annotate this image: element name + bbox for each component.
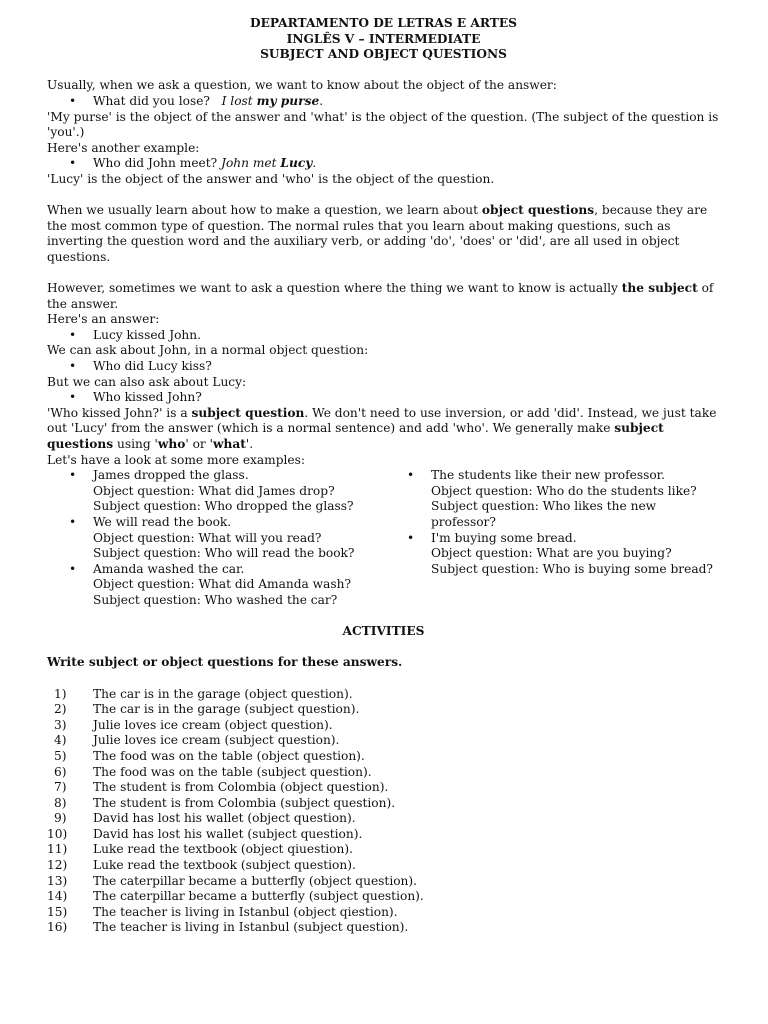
activity-number: 4) (54, 733, 67, 748)
bold-term: what (212, 437, 246, 452)
activities-instruction: Write subject or object questions for these answers. (47, 655, 403, 670)
example-answer: • James dropped the glass. (93, 468, 249, 483)
activity-text: Julie loves ice cream (object question). (93, 717, 333, 732)
example-object-question: Object question: What did James drop? (93, 483, 335, 498)
activity-number: 2) (54, 702, 67, 717)
header-course: INGLÊS V – INTERMEDIATE (286, 31, 481, 46)
intro-another: Here's another example: (47, 140, 200, 155)
line-subject-intro: But we can also ask about Lucy: (47, 374, 247, 389)
example-answer: • I'm buying some bread. (431, 530, 577, 545)
activity-text: Luke read the textbook (subject question). (93, 858, 356, 873)
example-object-question: Object question: What did Amanda wash? (93, 577, 352, 592)
line-object-intro: We can ask about John, in a normal object question: (47, 343, 369, 358)
example-answer (222, 94, 320, 108)
answer-object: Lucy (280, 156, 313, 171)
answer-period: . (312, 156, 317, 171)
document-header (47, 16, 720, 63)
activity-item (47, 858, 720, 874)
activity-text: The teacher is living in Istanbul (subject question). (93, 920, 409, 935)
example-object-question: Object question: What are you buying? (431, 546, 672, 561)
example-item (385, 468, 720, 530)
activity-item (47, 733, 720, 749)
text-run: using ' (113, 437, 158, 452)
activity-item (47, 905, 720, 921)
activity-item (47, 842, 720, 858)
activity-text: The teacher is living in Istanbul (object qiestion). (93, 904, 398, 919)
activity-item (47, 796, 720, 812)
activities-title: ACTIVITIES (342, 624, 425, 639)
object-questions-paragraph (47, 203, 720, 265)
example-answer: • We will read the book. (93, 515, 232, 529)
header-topic: SUBJECT AND OBJECT QUESTIONS (260, 47, 507, 62)
answer-text: I lost (221, 93, 257, 108)
activity-item (47, 765, 720, 781)
activity-text: The caterpillar became a butterfly (object question). (93, 873, 418, 888)
spacer (47, 640, 720, 656)
line-more-examples: Let's have a look at some more examples: (47, 452, 306, 467)
text-run: ' or ' (185, 437, 213, 452)
activity-item (47, 749, 720, 765)
bold-term: subject question (191, 405, 305, 420)
activity-item (47, 827, 720, 843)
example-item (47, 515, 385, 562)
activity-item (47, 874, 720, 890)
example-answer (221, 156, 312, 170)
answer-text: John met (221, 156, 281, 171)
example-question: What did you lose? (93, 93, 210, 108)
example-answer: • The students like their new professor. (431, 468, 666, 483)
spacer (47, 188, 720, 204)
line-answer-intro: Here's an answer: (47, 312, 160, 327)
bullet-example-2 (47, 156, 720, 172)
activity-text: The car is in the garage (subject question). (93, 702, 360, 717)
example-subject-question: Subject question: Who washed the car? (93, 592, 338, 607)
bold-term: subject questions (47, 421, 664, 452)
example-question: Who did John meet? (93, 156, 218, 171)
activity-number: 14) (47, 889, 68, 904)
activity-text: Luke read the textbook (object qiuestion). (93, 842, 353, 857)
bullet-example-1 (47, 94, 720, 110)
bullet-object-question: • Who did Lucy kiss? (47, 359, 720, 375)
example-item (385, 531, 720, 578)
header-department: DEPARTAMENTO DE LETRAS E ARTES (250, 16, 517, 30)
activity-text: Julie loves ice cream (subject question). (93, 733, 340, 748)
activity-text: David has lost his wallet (subject question). (93, 826, 363, 841)
activity-number: 11) (47, 842, 68, 857)
text-run: When we usually learn about how to make a question, we learn about (47, 203, 482, 218)
text-run: , because they are the most common type of question. The normal rules that you learn about making questions, such as inverting the question word and the auxiliary verb, or adding 'do', 'does' or 'did', are all used in object questions. (47, 203, 708, 264)
activity-item (47, 718, 720, 734)
example-subject-question: Subject question: Who is buying some bread? (431, 561, 713, 576)
example-subject-question: Subject question: Who will read the book? (93, 546, 355, 561)
activity-item (47, 702, 720, 718)
intro-paragraph: Usually, when we ask a question, we want to know about the object of the answer: (47, 78, 557, 93)
answer-object: my purse (256, 93, 320, 108)
intro-explanation-2: 'Lucy' is the object of the answer and 'who' is the object of the question. (47, 171, 495, 186)
activity-text: The food was on the table (object question). (93, 748, 365, 763)
example-object-question: Object question: What will you read? (93, 530, 322, 545)
spacer (47, 609, 720, 625)
example-subject-question: Subject question: Who likes the new professor? (431, 499, 657, 529)
activity-item (47, 811, 720, 827)
answer-period: . (319, 93, 324, 108)
activity-number: 16) (47, 920, 68, 935)
examples-right-column (385, 468, 720, 608)
activity-number: 3) (54, 717, 67, 732)
activity-number: 15) (47, 904, 68, 919)
activity-text: David has lost his wallet (object question). (93, 811, 356, 826)
activity-item (47, 780, 720, 796)
activity-text: The car is in the garage (object question). (93, 686, 353, 701)
activity-text: The caterpillar became a butterfly (subject question). (93, 889, 424, 904)
activities-list (47, 687, 720, 937)
examples-left-column (47, 468, 385, 608)
bold-term: the subject (621, 281, 698, 296)
activity-text: The student is from Colombia (object question). (93, 780, 389, 795)
bold-term: object questions (481, 203, 595, 218)
examples-columns (47, 468, 720, 608)
spacer (47, 63, 720, 79)
activity-text: The student is from Colombia (subject question). (93, 795, 396, 810)
example-item (47, 562, 385, 609)
example-subject-question: Subject question: Who dropped the glass? (93, 499, 354, 514)
activity-item (47, 889, 720, 905)
text-run: '. (245, 437, 254, 452)
bullet-answer: • Lucy kissed John. (47, 328, 720, 344)
activity-number: 7) (54, 780, 67, 795)
bold-term: who (157, 437, 186, 452)
example-item (47, 468, 385, 515)
example-object-question: Object question: Who do the students like? (431, 483, 697, 498)
activity-number: 13) (47, 873, 68, 888)
text-run: However, sometimes we want to ask a question where the thing we want to know is actually (47, 281, 622, 296)
activity-number: 10) (47, 826, 68, 841)
example-answer: • Amanda washed the car. (93, 561, 245, 576)
text-run: . We don't need to use inversion, or add 'did'. Instead, we just take out 'Lucy' from the answer (which is a normal sentence) and add 'who'. We generally make (47, 405, 717, 436)
text-run: of the answer. (47, 281, 714, 311)
text-run: 'Who kissed John?' is a (47, 405, 192, 420)
spacer (47, 266, 720, 282)
spacer (47, 671, 720, 687)
activity-text: The food was on the table (subject question). (93, 764, 372, 779)
activity-number: 9) (54, 811, 67, 826)
intro-explanation: 'My purse' is the object of the answer and 'what' is the object of the question. (The subject of the question is 'you'.) (47, 109, 719, 140)
activity-number: 12) (47, 858, 68, 873)
bullet-subject-question: • Who kissed John? (47, 390, 720, 406)
activity-number: 8) (54, 795, 67, 810)
activity-item (47, 920, 720, 936)
activity-item (47, 687, 720, 703)
activity-number: 1) (54, 686, 67, 701)
activity-number: 5) (54, 748, 67, 763)
subject-intro-paragraph (47, 281, 720, 312)
subject-question-explanation (47, 406, 720, 453)
activity-number: 6) (54, 764, 67, 779)
